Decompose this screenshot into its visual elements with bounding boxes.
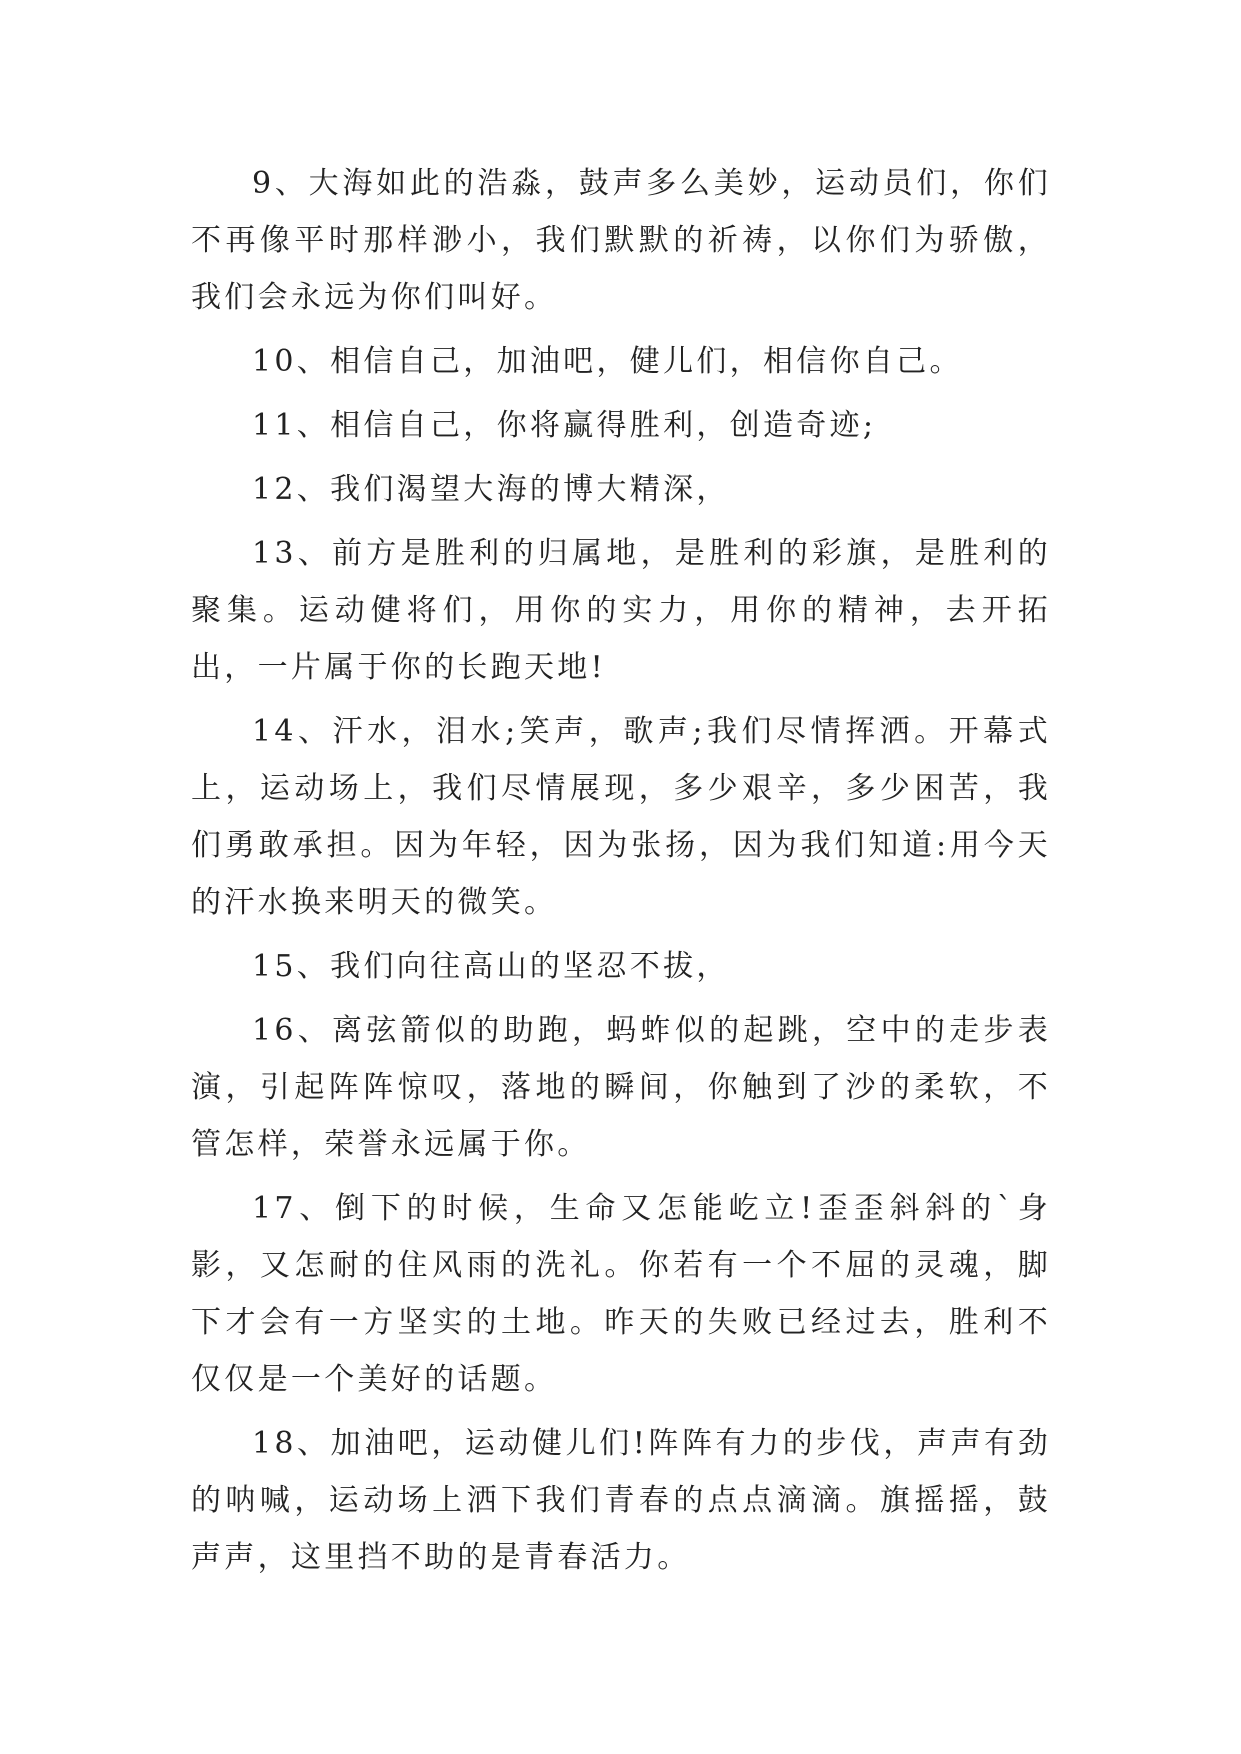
paragraph-11: 11、相信自己，你将赢得胜利，创造奇迹; [252,408,877,443]
paragraph-9: 9、大海如此的浩淼，鼓声多么美妙，运动员们，你们不再像平时那样渺小，我们默默的祈祷，以你们为骄傲，我们会永远为你们叫好。 [191,166,1051,315]
paragraph-10: 10、相信自己，加油吧，健儿们，相信你自己。 [252,344,963,379]
paragraph-18: 18、加油吧，运动健儿们!阵阵有力的步伐，声声有劲的呐喊，运动场上洒下我们青春的点点滴滴。旗摇摇，鼓声声，这里挡不助的是青春活力。 [191,1426,1051,1575]
paragraph-16: 16、离弦箭似的助跑，蚂蚱似的起跳，空中的走步表演，引起阵阵惊叹，落地的瞬间，你触到了沙的柔软，不管怎样，荣誉永远属于你。 [191,1013,1051,1162]
paragraph-15: 15、我们向往高山的坚忍不拔， [252,949,730,984]
paragraph-13: 13、前方是胜利的归属地，是胜利的彩旗，是胜利的聚集。运动健将们，用你的实力，用你的精神，去开拓出，一片属于你的长跑天地! [191,536,1051,685]
paragraph-12: 12、我们渴望大海的博大精深， [252,472,730,507]
paragraph-17: 17、倒下的时候，生命又怎能屹立!歪歪斜斜的`身影，又怎耐的住风雨的洗礼。你若有一个不屈的灵魂，脚下才会有一方坚实的土地。昨天的失败已经过去，胜利不仅仅是一个美好的话题。 [191,1191,1051,1397]
document-body [191,155,1051,1593]
paragraph-14: 14、汗水，泪水;笑声，歌声;我们尽情挥洒。开幕式上，运动场上，我们尽情展现，多少艰辛，多少困苦，我们勇敢承担。因为年轻，因为张扬，因为我们知道:用今天的汗水换来明天的微笑。 [191,714,1051,920]
